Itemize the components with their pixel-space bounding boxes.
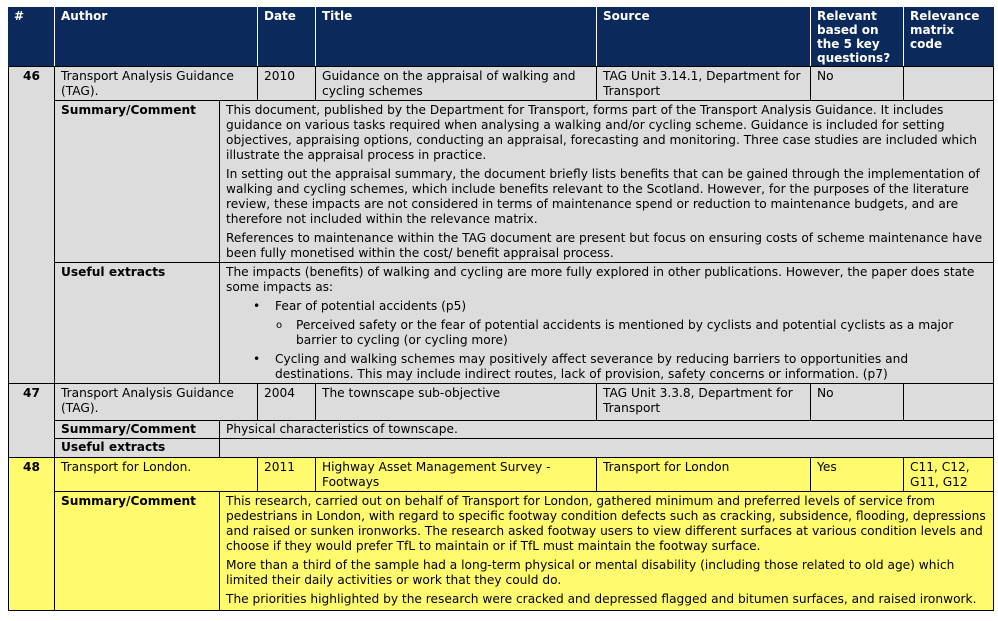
row-source: TAG Unit 3.3.8, Department for Transport	[596, 383, 810, 421]
row-title: The townscape sub-objective	[315, 383, 596, 421]
row-date: 2010	[257, 66, 315, 101]
row-number: 46	[8, 66, 54, 383]
row-source: TAG Unit 3.14.1, Department for Transport	[596, 66, 810, 101]
row-title: Highway Asset Management Survey - Footways	[315, 457, 596, 492]
bullet-icon: •	[253, 299, 261, 313]
header-date: Date	[257, 7, 315, 66]
hollow-bullet-icon: o	[276, 320, 283, 331]
row-relevant: No	[810, 66, 903, 101]
row-source: Transport for London	[596, 457, 810, 492]
header-author: Author	[54, 7, 257, 66]
extracts-text	[219, 438, 994, 458]
summary-paragraph: This document, published by the Department for Transport, forms part of the Transport Analysis Guidance. It includes guidance on various tasks required when analysing a walking and/or cycling scheme. Guidance is included for setting objectives, appraising options, conducting an appraisal, forecasting and monitoring. Three case studies are included which illustrate the appraisal process in practice.	[226, 103, 977, 162]
row-number: 47	[8, 383, 54, 458]
extracts-bullet	[226, 352, 987, 382]
row-date: 2011	[257, 457, 315, 492]
extracts-sub-bullet	[226, 318, 987, 348]
bullet-text: Fear of potential accidents (p5)	[275, 299, 467, 313]
header-title: Title	[315, 7, 596, 66]
summary-paragraph: More than a third of the sample had a long-term physical or mental disability (including those related to old age) which limited their daily activities or work that they could do.	[226, 558, 955, 587]
row-number: 48	[8, 457, 54, 611]
summary-paragraph: References to maintenance within the TAG document are present but focus on ensuring costs of scheme maintenance have been fully monetised within the cost/ benefit appraisal process.	[226, 231, 983, 260]
sub-bullet-text: Perceived safety or the fear of potential accidents is mentioned by cyclists and potential cyclists as a major barrier to cycling (or cycling more)	[296, 318, 954, 347]
summary-paragraph: In setting out the appraisal summary, the document briefly lists benefits that can be gained through the implementation of walking and cycling schemes, which include benefits relevant to the Scotland. However, for the purposes of the literature review, these impacts are not considered in terms of maintenance spend or reduction to maintenance budgets, and are therefore not included within the relevance matrix.	[226, 167, 980, 226]
row-title: Guidance on the appraisal of walking and cycling schemes	[315, 66, 596, 101]
header-num: #	[8, 7, 54, 66]
header-relevant: Relevant based on the 5 key questions?	[810, 7, 903, 66]
summary-paragraph: This research, carried out on behalf of Transport for London, gathered minimum and preferred levels of service from pedestrians in London, with regard to specific footway condition defects such as cracking, subsidence, flooding, depressions and raised or sunken ironworks. The research asked footway users to view different surfaces at various condition levels and choose if they would prefer TfL to maintain or if TfL must maintain the footway surface.	[226, 494, 986, 553]
bullet-text: Cycling and walking schemes may positively affect severance by reducing barriers to opportunities and destinations. This may include indirect routes, lack of provision, safety concerns or information. (p7)	[275, 352, 909, 381]
summary-text: Physical characteristics of townscape.	[219, 420, 994, 439]
row-author: Transport Analysis Guidance (TAG).	[54, 66, 257, 101]
extracts-bullet	[226, 299, 987, 314]
row-author: Transport for London.	[54, 457, 257, 492]
extracts-intro: The impacts (benefits) of walking and cycling are more fully explored in other publications. However, the paper does state some impacts as:	[226, 265, 975, 294]
row-code	[903, 383, 994, 421]
header-code: Relevance matrix code	[903, 7, 994, 66]
summary-label: Summary/Comment	[54, 420, 219, 439]
extracts-text	[219, 262, 994, 384]
summary-text	[219, 491, 994, 611]
row-code: C11, C12, G11, G12	[903, 457, 994, 492]
extracts-label: Useful extracts	[54, 438, 219, 458]
row-date: 2004	[257, 383, 315, 421]
row-author: Transport Analysis Guidance (TAG).	[54, 383, 257, 421]
header-source: Source	[596, 7, 810, 66]
summary-text	[219, 100, 994, 263]
extracts-label: Useful extracts	[54, 262, 219, 384]
summary-label: Summary/Comment	[54, 100, 219, 263]
row-relevant: Yes	[810, 457, 903, 492]
summary-label: Summary/Comment	[54, 491, 219, 611]
row-code	[903, 66, 994, 101]
summary-paragraph: The priorities highlighted by the research were cracked and depressed flagged and bitumen surfaces, and raised ironwork.	[226, 592, 977, 606]
bullet-icon: •	[253, 352, 261, 366]
row-relevant: No	[810, 383, 903, 421]
